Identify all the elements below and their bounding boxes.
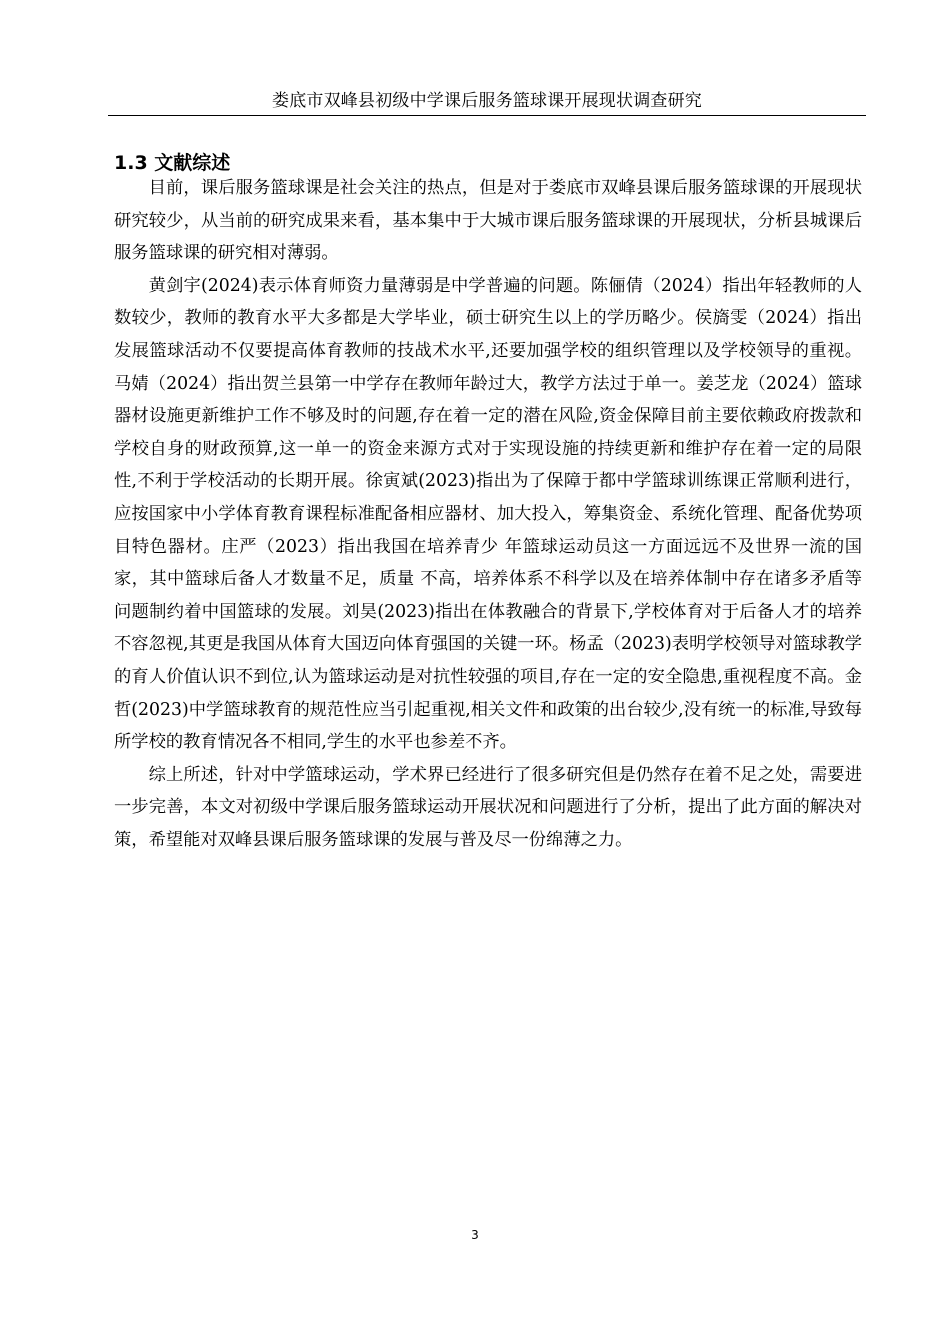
- page-number: 3: [471, 1228, 479, 1242]
- running-header-title: 娄底市双峰县初级中学课后服务篮球课开展现状调查研究: [272, 91, 702, 111]
- body-text: [114, 172, 862, 856]
- section-heading: 1.3 文献综述: [114, 152, 231, 174]
- paragraph-literature-review: 黄剑宇(2024)表示体育师资力量薄弱是中学普遍的问题。陈俪倩（2024）指出年轻教师的人数较少，教师的教育水平大多都是大学毕业，硕士研究生以上的学历略少。侯旖雯（2024）指出发展篮球活动不仅要提高体育教师的技战术水平,还要加强学校的组织管理以及学校领导的重视。马婧（2024）指出贺兰县第一中学存在教师年龄过大，教学方法过于单一。姜芝龙（2024）篮球器材设施更新维护工作不够及时的问题,存在着一定的潜在风险,资金保障目前主要依赖政府拨款和学校自身的财政预算,这一单一的资金来源方式对于实现设施的持续更新和维护存在着一定的局限性,不利于学校活动的长期开展。徐寅斌(2023)指出为了保障于都中学篮球训练课正常顺利进行，应按国家中小学体育教育课程标准配备相应器材、加大投入，筹集资金、系统化管理、配备优势项目特色器材。庄严（2023）指出我国在培养青少 年篮球运动员这一方面远远不及世界一流的国家，其中篮球后备人才数量不足，质量 不高，培养体系不科学以及在培养体制中存在诸多矛盾等问题制约着中国篮球的发展。刘昊(2023)指出在体教融合的背景下,学校体育对于后备人才的培养不容忽视,其更是我国从体育大国迈向体育强国的关键一环。杨孟（2023)表明学校领导对篮球教学的育人价值认识不到位,认为篮球运动是对抗性较强的项目,存在一定的安全隐患,重视程度不高。金哲(2023)中学篮球教育的规范性应当引起重视,相关文件和政策的出台较少,没有统一的标准,导致每所学校的教育情况各不相同,学生的水平也参差不齐。: [114, 275, 862, 753]
- paragraph-summary: 综上所述，针对中学篮球运动，学术界已经进行了很多研究但是仍然存在着不足之处，需要进一步完善，本文对初级中学课后服务篮球运动开展状况和问题进行了分析，提出了此方面的解决对策，希望能对双峰县课后服务篮球课的发展与普及尽一份绵薄之力。: [114, 764, 862, 850]
- paragraph-intro: 目前，课后服务篮球课是社会关注的热点，但是对于娄底市双峰县课后服务篮球课的开展现状研究较少，从当前的研究成果来看，基本集中于大城市课后服务篮球课的开展现状，分析县城课后服务篮球课的研究相对薄弱。: [114, 178, 862, 264]
- running-header: [108, 88, 866, 116]
